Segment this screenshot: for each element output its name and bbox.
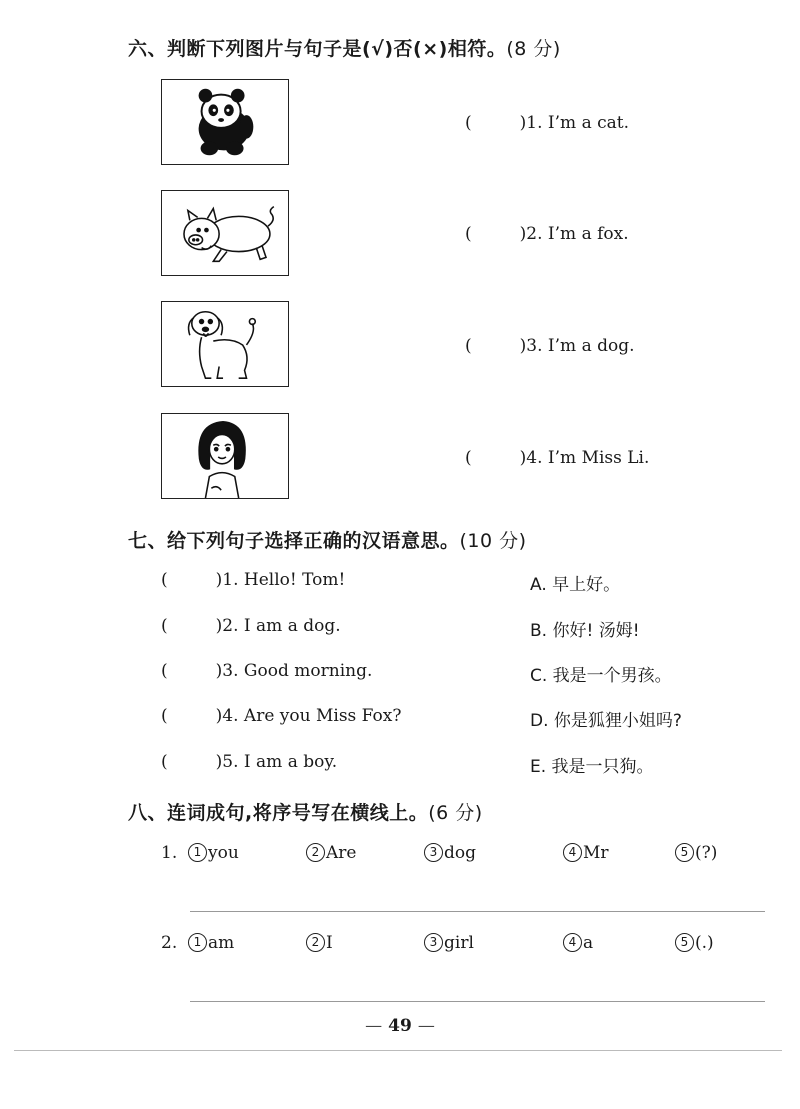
s7-option-c: C. 我是一个男孩。	[530, 666, 672, 686]
q2-word-4: 4 a	[563, 933, 593, 953]
s6-row-1: ( )1. I’m a cat.	[465, 113, 629, 133]
s6-row-2: ( )2. I’m a fox.	[465, 224, 629, 244]
picture-pig	[161, 190, 289, 276]
s7-row-1: ( )1. Hello! Tom!	[161, 570, 346, 590]
dog-icon	[162, 302, 288, 386]
pig-icon	[162, 191, 288, 275]
q1-word-3: 3 dog	[424, 843, 476, 863]
section-8-points: (6 分)	[428, 802, 483, 824]
page-number: — 49 —	[365, 1016, 435, 1036]
s7-row-4: ( )4. Are you Miss Fox?	[161, 706, 402, 726]
s7-row-3: ( )3. Good morning.	[161, 661, 373, 681]
q2-word-2: 2 I	[306, 933, 333, 953]
section-8-heading	[128, 798, 483, 825]
section-6-points: (8 分)	[506, 38, 561, 60]
section-8-title: 八、连词成句,将序号写在横线上。	[128, 802, 429, 824]
section-7-points: (10 分)	[459, 530, 527, 552]
s7-row-5: ( )5. I am a boy.	[161, 752, 338, 772]
q2-word-5: 5 (.)	[675, 933, 714, 953]
q1-word-4: 4 Mr	[563, 843, 609, 863]
section-7-title: 七、给下列句子选择正确的汉语意思。	[128, 530, 460, 552]
picture-girl	[161, 413, 289, 499]
q1-word-2: 2 Are	[306, 843, 356, 863]
s6-row-3: ( )3. I’m a dog.	[465, 336, 635, 356]
section-7-heading	[128, 526, 527, 553]
q1-word-1: 1 you	[188, 843, 239, 863]
picture-dog	[161, 301, 289, 387]
q2-word-1: 1 am	[188, 933, 234, 953]
s7-option-d: D. 你是狐狸小姐吗?	[530, 711, 682, 731]
s7-option-b: B. 你好! 汤姆!	[530, 621, 640, 641]
section-6-heading	[128, 34, 561, 61]
s6-row-4: ( )4. I’m Miss Li.	[465, 448, 650, 468]
footer-rule	[14, 1050, 782, 1051]
q2-answer-line[interactable]	[190, 1001, 765, 1002]
q1-word-5: 5 (?)	[675, 843, 717, 863]
q1-number: 1.	[161, 843, 178, 863]
q2-word-3: 3 girl	[424, 933, 474, 953]
section-6-title: 六、判断下列图片与句子是(√)否(×)相符。	[128, 38, 507, 60]
panda-icon	[162, 80, 288, 164]
q2-number: 2.	[161, 933, 178, 953]
girl-icon	[162, 414, 288, 498]
q1-answer-line[interactable]	[190, 911, 765, 912]
s7-row-2: ( )2. I am a dog.	[161, 616, 341, 636]
picture-panda	[161, 79, 289, 165]
s7-option-e: E. 我是一只狗。	[530, 757, 654, 777]
s7-option-a: A. 早上好。	[530, 575, 621, 595]
